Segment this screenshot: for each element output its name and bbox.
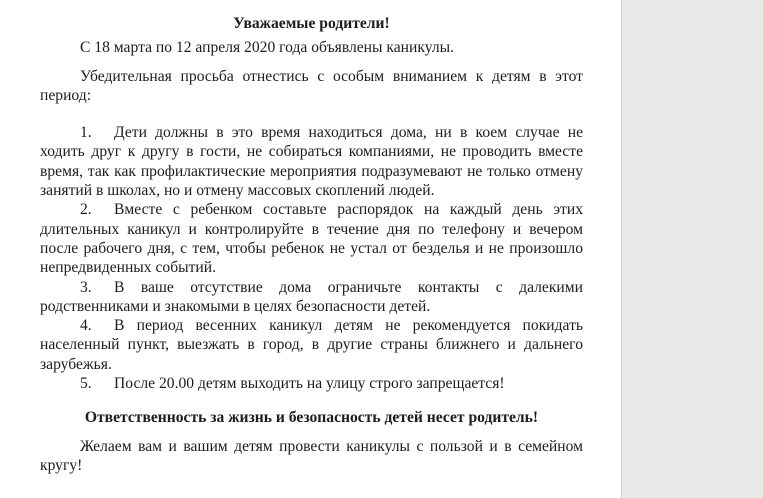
- list-item: [40, 374, 583, 393]
- list-item-text: Дети должны в это время находиться дома, ни в коем случае не ходить друг к другу в гости, не собираться компаниями, не проводить вместе время, так как профилактические мероприятия подразумевают не только отмену занятий в школах, но и отмену массовых скоплений людей.: [40, 124, 583, 200]
- list-item-text: После 20.00 детям выходить на улицу строго запрещается!: [114, 375, 505, 393]
- document-title: Уважаемые родители!: [233, 15, 390, 32]
- list-item-number: 1.: [80, 124, 92, 142]
- list-item: [40, 123, 583, 200]
- document-body: [40, 14, 583, 475]
- list-item: [40, 316, 583, 374]
- list-item-number: 4.: [80, 317, 92, 335]
- list-item-text: В период весенних каникул детям не рекомендуется покидать населенный пункт, выезжать в город, в другие страны ближнего и дальнего зарубежья.: [40, 317, 583, 373]
- list-item: [40, 200, 583, 277]
- list-item-text: В ваше отсутствие дома ограничьте контакты с далекими родственниками и знакомыми в целях безопасности детей.: [40, 278, 583, 315]
- rules-list: [40, 123, 583, 393]
- request-paragraph: Убедительная просьба отнестись с особым вниманием к детям в этот период:: [40, 67, 583, 104]
- intro-paragraph: С 18 марта по 12 апреля 2020 года объявлены каникулы.: [80, 39, 454, 57]
- list-item-number: 5.: [80, 375, 92, 393]
- list-item-number: 3.: [80, 278, 92, 296]
- responsibility-statement: Ответственность за жизнь и безопасность детей несет родитель!: [84, 409, 539, 427]
- list-item-number: 2.: [80, 201, 92, 219]
- closing-paragraph: Желаем вам и вашим детям провести каникулы с пользой и в семейном кругу!: [40, 437, 583, 474]
- list-item-text: Вместе с ребенком составьте распорядок на каждый день этих длительных каникул и контролируйте в течение дня по телефону и вечером после рабочего дня, с тем, чтобы ребенок не устал от безделья и не произошло непредвиденных событий.: [40, 201, 583, 277]
- list-item: [40, 278, 583, 317]
